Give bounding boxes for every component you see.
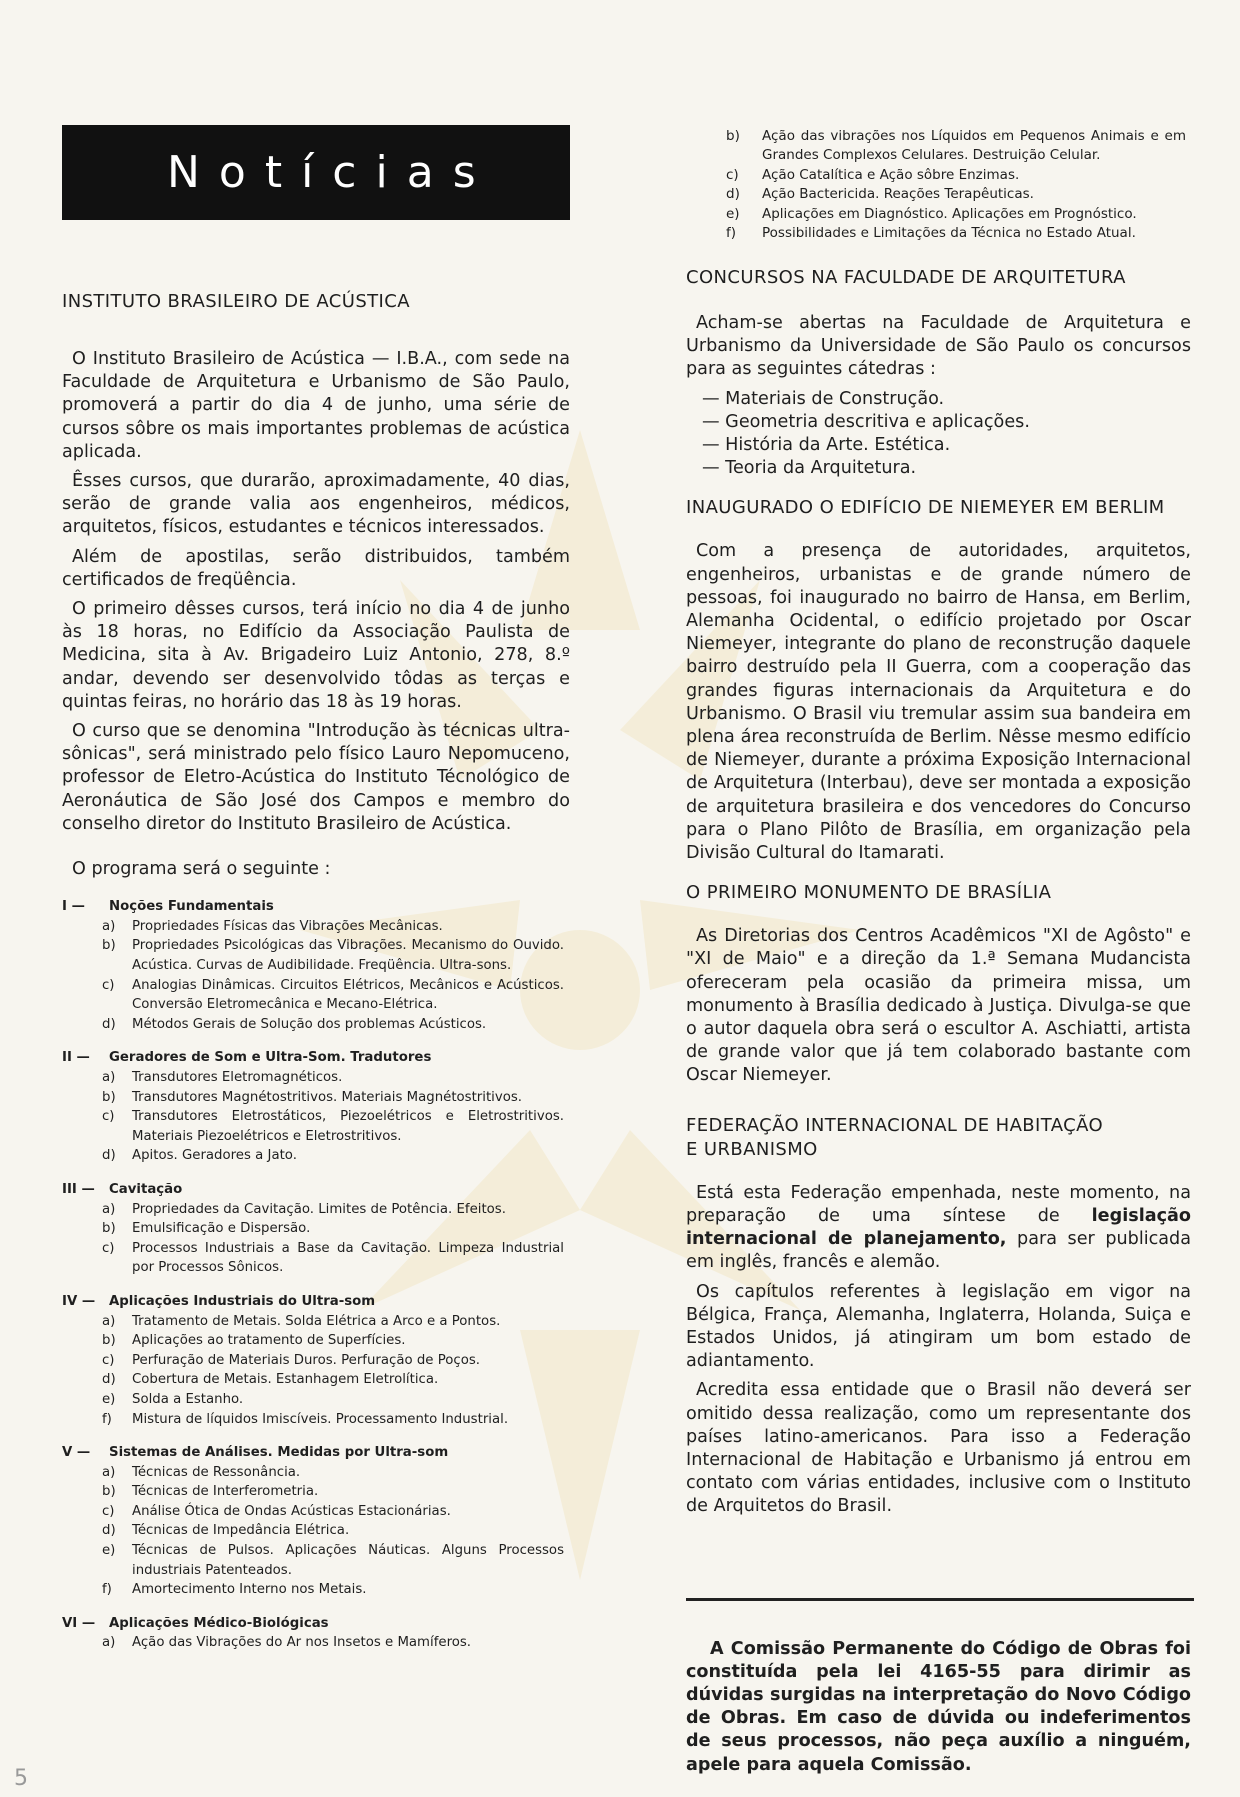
program-item-text: Ação Bactericida. Reações Terapêuticas. bbox=[762, 186, 1034, 203]
program-item-text: Métodos Gerais de Solução dos problemas Acústicos. bbox=[132, 1016, 487, 1032]
program-item-letter: c) bbox=[102, 1352, 115, 1368]
program-item-text: Mistura de líquidos Imiscíveis. Processamento Industrial. bbox=[132, 1411, 509, 1427]
program-item bbox=[62, 1410, 570, 1430]
program-item bbox=[62, 1351, 570, 1371]
program-item bbox=[62, 1370, 570, 1390]
program-item bbox=[62, 976, 570, 1015]
program-item-letter: e) bbox=[726, 205, 740, 222]
program-item-letter: a) bbox=[102, 1635, 116, 1651]
program-section bbox=[62, 1180, 570, 1200]
program-item-text: Técnicas de Ressonância. bbox=[132, 1464, 301, 1480]
program-section-title: Sistemas de Análises. Medidas por Ultra-som bbox=[109, 1445, 449, 1461]
list-item: — Teoria da Arquitetura. bbox=[702, 458, 917, 479]
program-item-letter: d) bbox=[102, 1372, 116, 1388]
program-continued-list bbox=[726, 127, 1192, 243]
program-section bbox=[62, 1614, 570, 1634]
program-item-text: Amortecimento Interno nos Metais. bbox=[132, 1582, 367, 1598]
program-item-letter: b) bbox=[102, 1484, 116, 1500]
program-section-number: IV — bbox=[62, 1293, 96, 1309]
federacao-text-1: Está esta Federação empenhada, neste momento, na preparação de uma síntese de legislação internacional de planejamento, para ser publicada em inglês, francês e alemão. bbox=[686, 1182, 1191, 1273]
right-column bbox=[686, 266, 1191, 1525]
program-item-letter: b) bbox=[102, 1089, 116, 1105]
program-item-letter: a) bbox=[102, 1464, 116, 1480]
program-item-text: Aplicações em Diagnóstico. Aplicações em Prognóstico. bbox=[762, 205, 1137, 222]
program-section-title: Noções Fundamentais bbox=[109, 899, 274, 915]
program-item-letter: c) bbox=[102, 1503, 115, 1519]
program-item-text: Emulsificação e Dispersão. bbox=[132, 1221, 311, 1237]
program-item-text: Propriedades da Cavitação. Limites de Potência. Efeitos. bbox=[132, 1201, 506, 1217]
list-item: — História da Arte. Estética. bbox=[702, 435, 951, 456]
program-item bbox=[62, 917, 570, 937]
paragraph: O Instituto Brasileiro de Acústica — I.B.A., com sede na Faculdade de Arquitetura e Urbanismo de São Paulo, promoverá a partir do dia 4 de junho, uma série de cursos sôbre os mais importantes problemas de acústica aplicada. bbox=[62, 349, 570, 462]
program-item-text: Perfuração de Materiais Duros. Perfuração de Poços. bbox=[132, 1352, 480, 1368]
section-heading-concursos: CONCURSOS NA FACULDADE DE ARQUITETURA bbox=[686, 267, 1126, 288]
list-item: — Geometria descritiva e aplicações. bbox=[702, 411, 1030, 432]
program-item bbox=[62, 936, 570, 975]
program-item-letter: d) bbox=[726, 186, 740, 203]
left-column bbox=[62, 290, 570, 1653]
program-item bbox=[726, 166, 1192, 185]
program-section bbox=[62, 897, 570, 917]
program-item-text: Tratamento de Metais. Solda Elétrica a Arco e a Pontos. bbox=[132, 1313, 501, 1329]
program-item-letter: d) bbox=[102, 1148, 116, 1164]
program-list bbox=[62, 897, 570, 1653]
program-item-text: Solda a Estanho. bbox=[132, 1391, 244, 1407]
program-item-letter: c) bbox=[102, 977, 115, 993]
page-title-banner bbox=[62, 125, 570, 220]
program-item-letter: e) bbox=[102, 1391, 116, 1407]
program-section-title: Aplicações Médico-Biológicas bbox=[109, 1615, 329, 1631]
monumento-text: As Diretorias dos Centros Acadêmicos "XI de Agôsto" e "XI de Maio" e a direção da 1.ª Semana Mudancista ofereceram pela ocasião da primeira missa, um monumento à Brasília dedicado à Justiça. Divulga-se que o autor daquela obra será o escultor A. Aschiatti, artista de grande valor que já tem colaborado bastante com Oscar Niemeyer. bbox=[686, 926, 1191, 1086]
program-item bbox=[62, 1482, 570, 1502]
program-item-text: Ação das Vibrações do Ar nos Insetos e Mamíferos. bbox=[132, 1635, 472, 1651]
section-heading-monumento: O PRIMEIRO MONUMENTO DE BRASÍLIA bbox=[686, 882, 1052, 904]
program-item-text: Técnicas de Impedância Elétrica. bbox=[132, 1523, 350, 1539]
program-item bbox=[726, 185, 1192, 204]
program-item bbox=[62, 1390, 570, 1410]
program-item bbox=[62, 1107, 570, 1146]
notice-text: A Comissão Permanente do Código de Obras foi constituída pela lei 4165-55 para dirimir as dúvidas surgidas na interpretação do Novo Código de Obras. Em caso de dúvida ou indeferimentos de seus processos, não peça auxílio a ninguém, apele para aquela Comissão. bbox=[686, 1638, 1191, 1775]
program-section-number: VI — bbox=[62, 1615, 96, 1631]
paragraph: Êsses cursos, que durarão, aproximadamente, 40 dias, serão de grande valia aos engenheiros, médicos, arquitetos, físicos, estudantes e técnicos interessados. bbox=[62, 471, 570, 538]
program-intro: O programa será o seguinte : bbox=[72, 859, 331, 880]
program-item-letter: b) bbox=[726, 128, 740, 144]
program-item bbox=[726, 224, 1192, 243]
paragraph: O primeiro dêsses cursos, terá início no dia 4 de junho às 18 horas, no Edifício da Associação Paulista de Medicina, sita à Av. Brigadeiro Luiz Antonio, 278, 8.º andar, devendo ser desenvolvido tôdas as terças e quintas feiras, no horário das 18 às 19 horas. bbox=[62, 599, 570, 712]
program-item-text: Aplicações ao tratamento de Superfícies. bbox=[132, 1333, 406, 1349]
program-item-letter: b) bbox=[102, 1333, 116, 1349]
program-item-text: Apitos. Geradores a Jato. bbox=[132, 1148, 297, 1164]
program-item-text: Técnicas de Interferometria. bbox=[132, 1484, 319, 1500]
program-item-letter: f) bbox=[102, 1582, 112, 1598]
program-item-letter: b) bbox=[102, 938, 116, 954]
program-section bbox=[62, 1048, 570, 1068]
program-item-letter: b) bbox=[102, 1221, 116, 1237]
program-section-title: Cavitação bbox=[109, 1181, 183, 1197]
program-item bbox=[62, 1633, 570, 1653]
program-item-text: Análise Ótica de Ondas Acústicas Estacionárias. bbox=[132, 1503, 451, 1519]
program-item-text: Possibilidades e Limitações da Técnica no Estado Atual. bbox=[762, 225, 1136, 242]
program-item-text: Propriedades Psicológicas das Vibrações. Mecanismo do Ouvido. Acústica. Curvas de Audibilidade. Freqüência. Ultra-sons. bbox=[132, 938, 564, 974]
page-number: 5 bbox=[14, 1766, 28, 1791]
program-item-letter: d) bbox=[102, 1016, 116, 1032]
program-item-text: Analogias Dinâmicas. Circuitos Elétricos, Mecânicos e Acústicos. Conversão Eletromecânica e Mecano-Elétrica. bbox=[132, 977, 564, 1013]
program-section-number: III — bbox=[62, 1181, 95, 1197]
program-item-letter: d) bbox=[102, 1523, 116, 1539]
program-item-text: Cobertura de Metais. Estanhagem Eletrolítica. bbox=[132, 1372, 439, 1388]
program-item bbox=[62, 1312, 570, 1332]
section-heading-niemeyer: INAUGURADO O EDIFÍCIO DE NIEMEYER EM BERLIM bbox=[686, 497, 1165, 519]
program-item-letter: f) bbox=[726, 225, 737, 242]
program-section-title: Aplicações Industriais do Ultra-som bbox=[109, 1293, 376, 1309]
page-title: Notícias bbox=[167, 147, 495, 198]
program-item bbox=[62, 1463, 570, 1483]
federacao-text-2: Os capítulos referentes à legislação em vigor na Bélgica, França, Alemanha, Inglaterra, Holanda, Suiça e Estados Unidos, já atingiram um bom estado de adiantamento. bbox=[686, 1281, 1191, 1372]
program-item bbox=[62, 1331, 570, 1351]
program-item-text: Processos Industriais a Base da Cavitação. Limpeza Industrial por Processos Sônicos. bbox=[132, 1240, 564, 1276]
program-section-number: II — bbox=[62, 1050, 90, 1066]
program-item-letter: c) bbox=[102, 1109, 115, 1125]
program-item-letter: a) bbox=[102, 1201, 116, 1217]
section-heading-federacao: FEDERAÇÃO INTERNACIONAL DE HABITAÇÃO E URBANISMO bbox=[686, 1114, 1104, 1160]
paragraph: Além de apostilas, serão distribuidos, também certificados de freqüência. bbox=[62, 546, 570, 590]
program-item-letter: c) bbox=[726, 166, 739, 183]
program-item-letter: e) bbox=[102, 1543, 116, 1559]
program-item-text: Transdutores Magnétostritivos. Materiais Magnétostritivos. bbox=[132, 1089, 523, 1105]
program-item bbox=[62, 1068, 570, 1088]
section-heading-iba: INSTITUTO BRASILEIRO DE ACÚSTICA bbox=[62, 291, 410, 312]
program-item-text: Técnicas de Pulsos. Aplicações Náuticas. Alguns Processos industriais Patenteados. bbox=[132, 1543, 564, 1578]
divider bbox=[686, 1598, 1194, 1601]
program-item bbox=[62, 1015, 570, 1035]
program-item-letter: a) bbox=[102, 918, 116, 934]
federacao-text-3: Acredita essa entidade que o Brasil não deverá ser omitido dessa realização, como um representante dos países latino-americanos. Para isso a Federação Internacional de Habitação e Urbanismo já entrou em contato com várias entidades, inclusive com o Instituto de Arquitetos do Brasil. bbox=[686, 1380, 1191, 1517]
program-item-letter: a) bbox=[102, 1070, 116, 1086]
niemeyer-text: Com a presença de autoridades, arquitetos, engenheiros, urbanistas e de grande número de pessoas, foi inaugurado no bairro de Hansa, em Berlim, Alemanha Ocidental, o edifício projetado por Oscar Niemeyer, integrante do plano de reconstrução daquele bairro destruído pela II Guerra, com a cooperação das grandes figuras internacionais da Arquitetura e do Urbanismo. O Brasil viu tremular assim sua bandeira em plena área reconstruída de Berlim. Nêsse mesmo edifício de Niemeyer, durante a próxima Exposição Internacional de Arquitetura (Interbau), deve ser montada a exposição de arquitetura brasileira e dos vencedores do Concurso para o Plano Pilôto de Brasília, em organização pela Divisão Cultural do Itamarati. bbox=[686, 541, 1191, 864]
program-item bbox=[62, 1239, 570, 1278]
program-item bbox=[62, 1502, 570, 1522]
program-item-text: Propriedades Físicas das Vibrações Mecânicas. bbox=[132, 918, 443, 934]
program-item-text: Ação das vibrações nos Líquidos em Pequenos Animais e em Grandes Complexos Celulares. Destruição Celular. bbox=[762, 128, 1186, 164]
program-item-text: Transdutores Eletrostáticos, Piezoelétricos e Eletrostritivos. Materiais Piezoelétricos e Eletrostritivos. bbox=[132, 1109, 564, 1144]
program-item-letter: f) bbox=[102, 1411, 112, 1427]
program-item-letter: c) bbox=[102, 1240, 115, 1256]
catedras-list bbox=[702, 388, 1191, 481]
program-item bbox=[62, 1146, 570, 1166]
program-item bbox=[62, 1580, 570, 1600]
program-item-text: Transdutores Eletromagnéticos. bbox=[132, 1070, 343, 1086]
program-item bbox=[62, 1088, 570, 1108]
paragraph: O curso que se denomina "Introdução às técnicas ultra-sônicas", será ministrado pelo físico Lauro Nepomuceno, professor de Eletro-Acústica do Instituto Técnológico de Aeronáutica de São José dos Campos e membro do conselho diretor do Instituto Brasileiro de Acústica. bbox=[62, 721, 570, 834]
program-section bbox=[62, 1292, 570, 1312]
program-item bbox=[726, 127, 1192, 166]
program-item bbox=[726, 205, 1192, 224]
concursos-text: Acham-se abertas na Faculdade de Arquitetura e Urbanismo da Universidade de São Paulo os concursos para as seguintes cátedras : bbox=[686, 313, 1191, 380]
program-section-number: I — bbox=[62, 899, 85, 915]
program-item bbox=[62, 1200, 570, 1220]
program-section-number: V — bbox=[62, 1445, 91, 1461]
program-item bbox=[62, 1521, 570, 1541]
program-section bbox=[62, 1443, 570, 1463]
program-item bbox=[62, 1541, 570, 1580]
program-item-letter: a) bbox=[102, 1313, 116, 1329]
program-item bbox=[62, 1219, 570, 1239]
program-section-title: Geradores de Som e Ultra-Som. Tradutores bbox=[109, 1050, 432, 1066]
program-item-text: Ação Catalítica e Ação sôbre Enzimas. bbox=[762, 166, 1020, 183]
list-item: — Materiais de Construção. bbox=[702, 388, 945, 409]
